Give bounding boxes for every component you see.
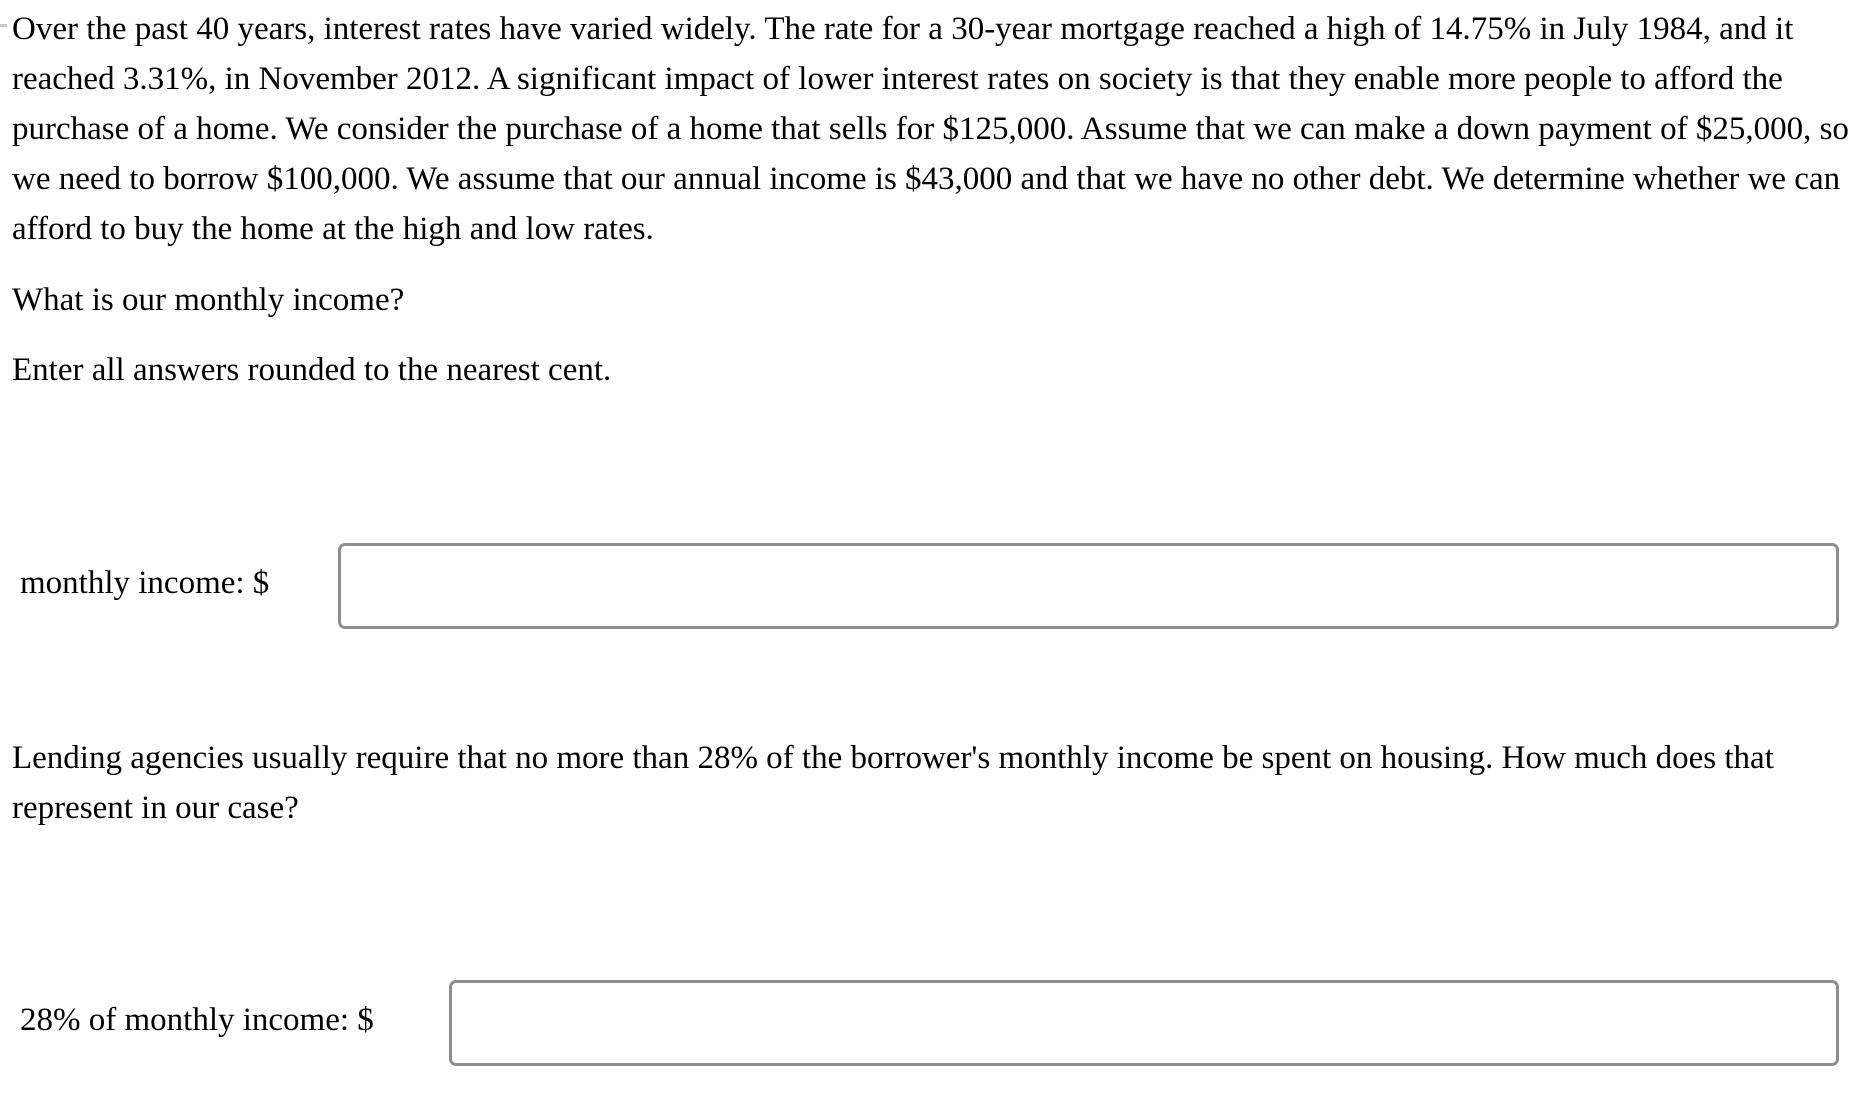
problem-intro-text: Over the past 40 years, interest rates have varied widely. The rate for a 30-year mortgage reached a high of 14.75% in July 1984, and it reached 3.31%, in November 2012. A significant impact of lower interest rates on society is that they enable more people to afford the purchase of a home. We consider the purchase of a home that sells for $125,000. Assume that we can make a down payment of $25,000, so we need to borrow $100,000. We assume that our annual income is $43,000 and that we have no other debt. We determine whether we can afford to buy the home at the high and low rates.	[12, 11, 1849, 247]
rounding-instructions: Enter all answers rounded to the nearest cent.	[12, 352, 612, 388]
left-edge-divider	[0, 24, 7, 27]
monthly-income-label: monthly income: $	[20, 565, 270, 601]
percent-of-income-label: 28% of monthly income: $	[20, 1002, 374, 1038]
monthly-income-input[interactable]	[338, 543, 1839, 629]
housing-limit-question: Lending agencies usually require that no more than 28% of the borrower's monthly income be spent on housing. How much does that represent in our case?	[12, 740, 1774, 826]
percent-of-income-input[interactable]	[449, 980, 1839, 1066]
monthly-income-question: What is our monthly income?	[12, 282, 405, 318]
